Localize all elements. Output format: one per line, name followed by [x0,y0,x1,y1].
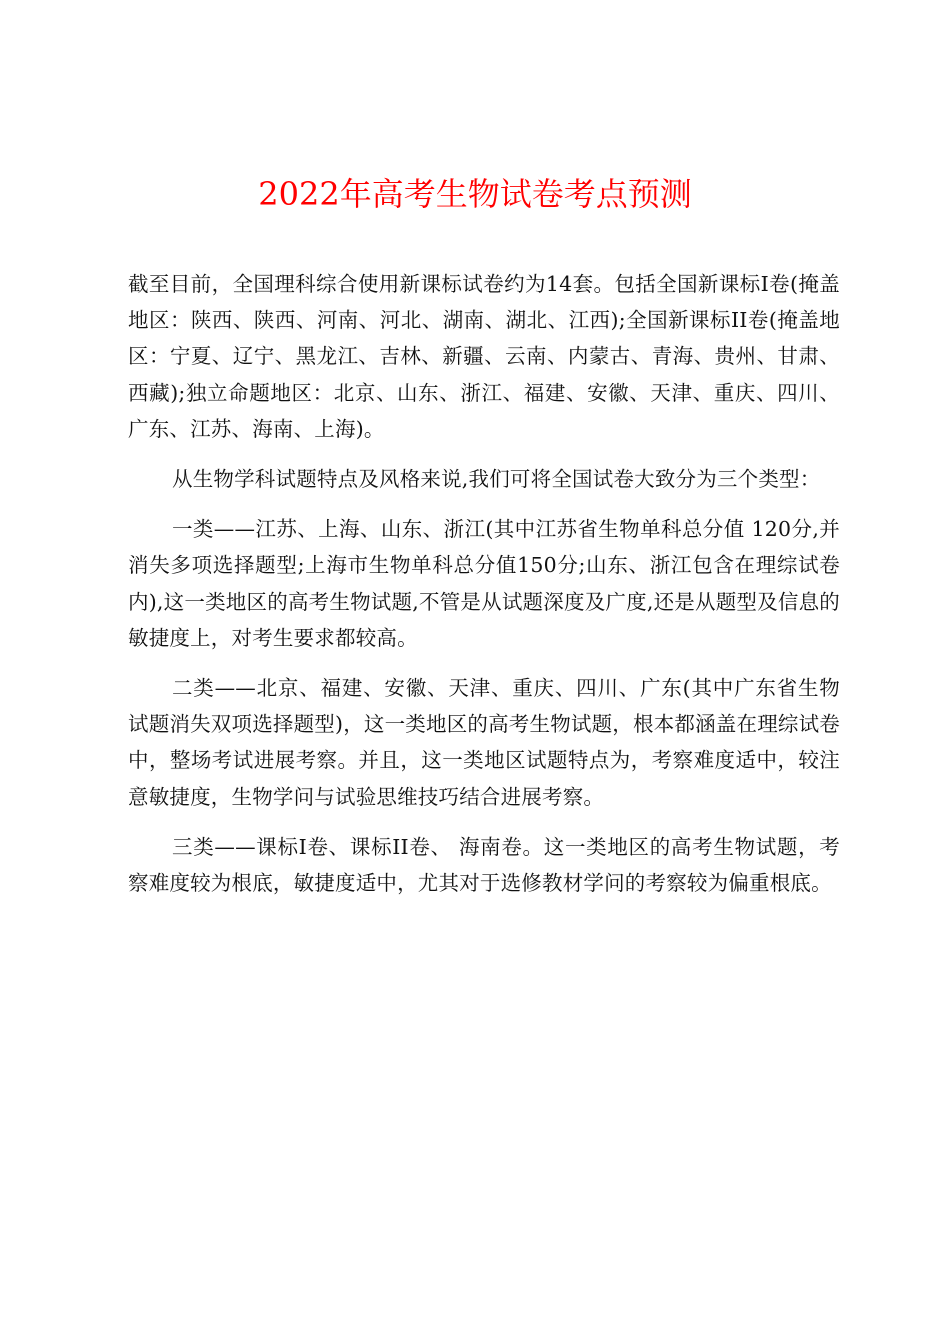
paragraph-type-three: 三类——课标I卷、课标II卷、 海南卷。这一类地区的高考生物试题，考察难度较为根底，敏捷度适中，尤其对于选修教材学问的考察较为偏重根底。 [128,834,840,896]
paragraph-intro: 截至目前，全国理科综合使用新课标试卷约为14套。包括全国新课标I卷(掩盖地区：陕西、陕西、河南、河北、湖南、湖北、江西);全国新课标II卷(掩盖地区：宁夏、辽宁、黑龙江、吉林、新疆、云南、内蒙古、青海、贵州、甘肃、西藏);独立命题地区：北京、山东、浙江、福建、安徽、天津、重庆、四川、广东、江苏、海南、上海)。 [128,272,840,441]
document-body [128,266,840,915]
paragraph-classification: 从生物学科试题特点及风格来说,我们可将全国试卷大致分为三个类型： [172,467,821,492]
document-title: 2022年高考生物试卷考点预测 [258,175,692,213]
paragraph-type-two: 二类——北京、福建、安徽、天津、重庆、四川、广东(其中广东省生物试题消失双项选择题型)，这一类地区的高考生物试题，根本都涵盖在理综试卷中，整场考试进展考察。并且，这一类地区试题特点为，考察难度适中，较注意敏捷度，生物学问与试验思维技巧结合进展考察。 [128,676,840,809]
paragraph-type-one: 一类——江苏、上海、山东、浙江(其中江苏省生物单科总分值 120分,并消失多项选择题型;上海市生物单科总分值150分;山东、浙江包含在理综试卷内),这一类地区的高考生物试题,不管是从试题深度及广度,还是从题型及信息的敏捷度上，对考生要求都较高。 [128,517,840,650]
